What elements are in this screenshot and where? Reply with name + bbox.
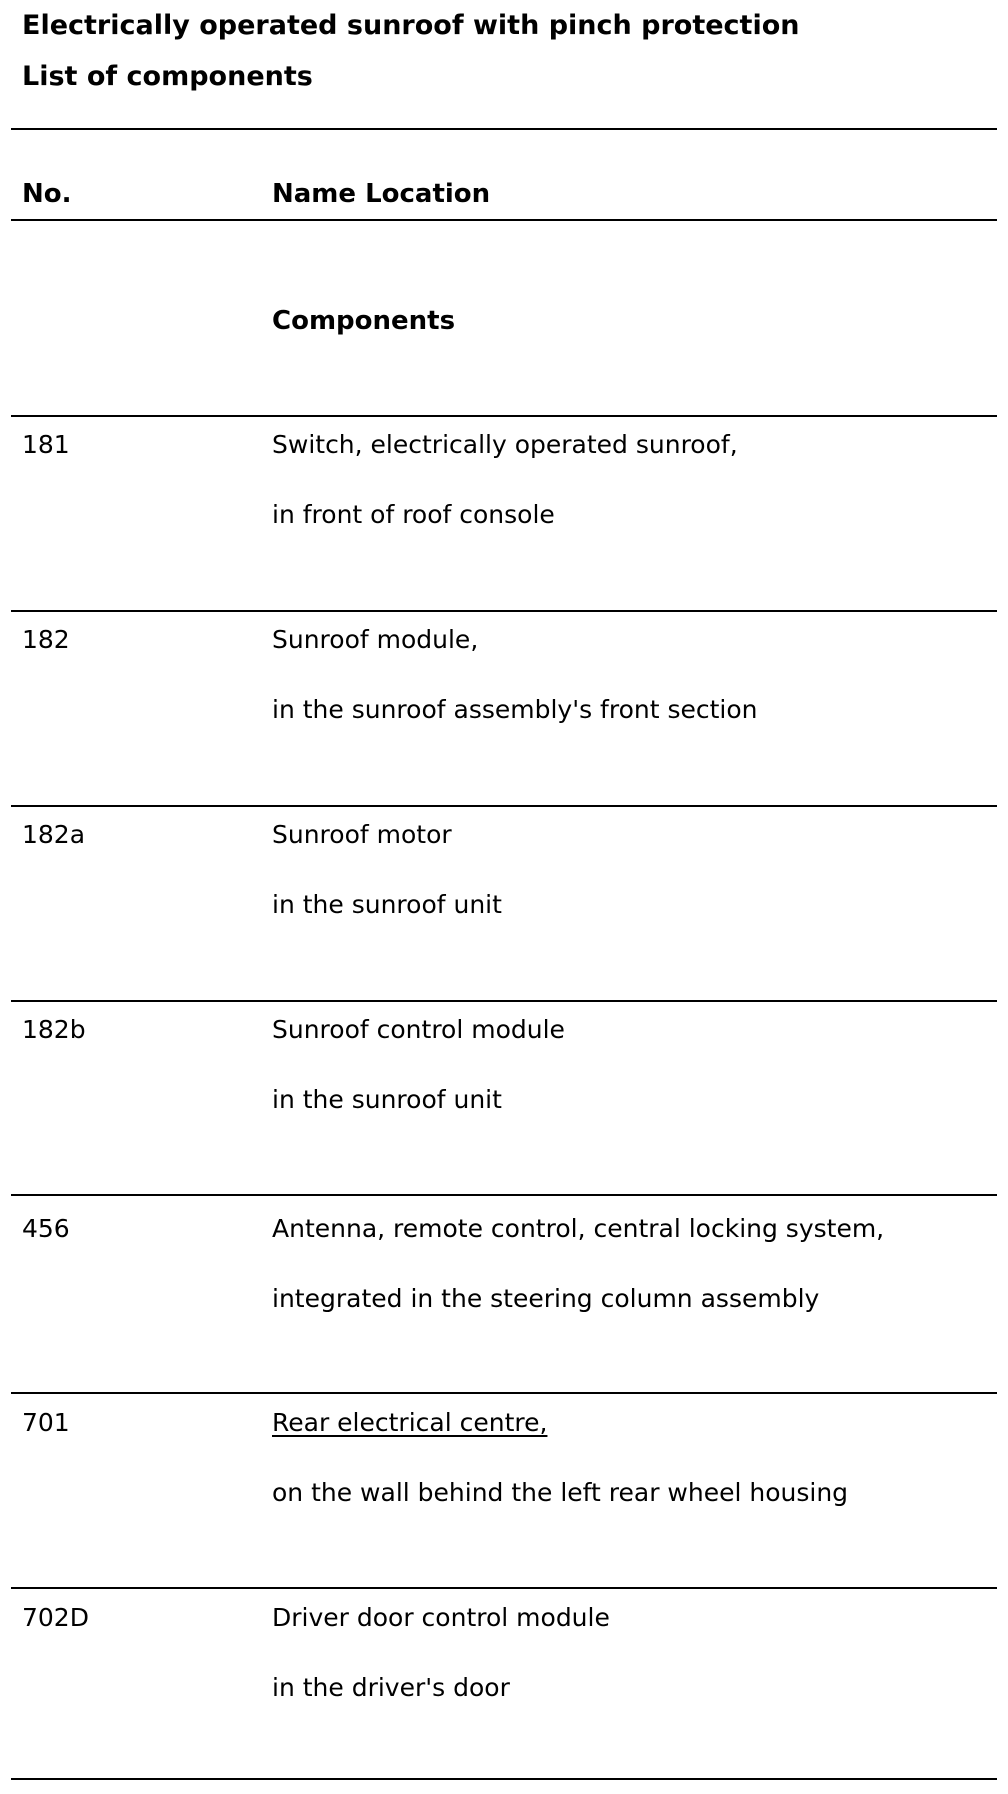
component-name: Antenna, remote control, central locking system,: [272, 1214, 885, 1243]
component-location: in the sunroof unit: [272, 890, 502, 919]
component-name: Sunroof module,: [272, 625, 479, 654]
component-number: 182a: [22, 820, 86, 849]
document-title: Electrically operated sunroof with pinch protection: [22, 10, 800, 41]
component-number: 181: [22, 430, 70, 459]
component-name: Rear electrical centre,: [272, 1408, 548, 1437]
row-divider: [11, 1587, 997, 1589]
component-name: Switch, electrically operated sunroof,: [272, 430, 738, 459]
row-divider: [11, 805, 997, 807]
component-location: integrated in the steering column assembly: [272, 1284, 820, 1313]
row-divider: [11, 1000, 997, 1002]
component-name: Sunroof motor: [272, 820, 452, 849]
component-number: 702D: [22, 1603, 89, 1632]
section-heading-components: Components: [272, 306, 456, 336]
row-divider: [11, 1194, 997, 1196]
component-name: Driver door control module: [272, 1603, 610, 1632]
component-location: in front of roof console: [272, 500, 555, 529]
component-number: 701: [22, 1408, 70, 1437]
component-location: in the sunroof unit: [272, 1085, 502, 1114]
header-bottom-rule: [11, 219, 997, 221]
component-number: 456: [22, 1214, 70, 1243]
component-name: Sunroof control module: [272, 1015, 565, 1044]
component-location: in the sunroof assembly's front section: [272, 695, 758, 724]
row-divider: [11, 1392, 997, 1394]
component-location: in the driver's door: [272, 1673, 510, 1702]
header-top-rule: [11, 128, 997, 130]
component-number: 182: [22, 625, 70, 654]
column-header-name-location: Name Location: [272, 179, 491, 209]
row-divider: [11, 415, 997, 417]
component-location: on the wall behind the left rear wheel housing: [272, 1478, 849, 1507]
document-subtitle: List of components: [22, 61, 313, 92]
table-bottom-rule: [11, 1778, 997, 1780]
column-header-no: No.: [22, 179, 72, 209]
row-divider: [11, 610, 997, 612]
component-number: 182b: [22, 1015, 86, 1044]
